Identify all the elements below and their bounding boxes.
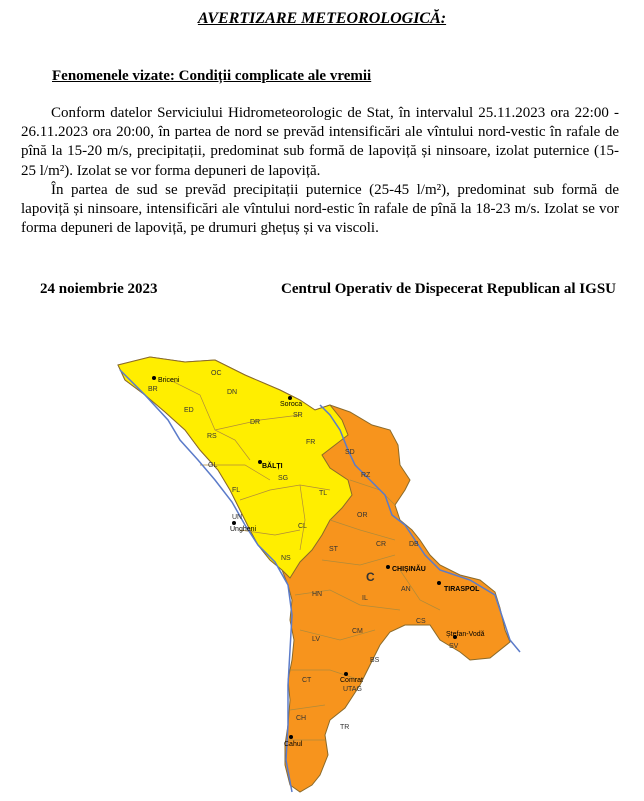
district-code: OR (357, 512, 368, 519)
district-code: C (366, 570, 375, 584)
district-code: IL (362, 595, 368, 602)
district-code: GL (208, 462, 218, 469)
district-code: TR (340, 724, 350, 731)
issuer-name: Centrul Operativ de Dispecerat Republican al IGSU (281, 281, 616, 297)
issue-date: 24 noiembrie 2023 (40, 281, 158, 297)
district-code: BS (370, 657, 380, 664)
district-code: LV (312, 636, 321, 643)
district-code: CM (352, 628, 363, 635)
district-code: RS (207, 433, 217, 440)
district-code: RZ (361, 472, 371, 479)
city-label: TIRASPOL (444, 586, 480, 593)
city-label: Cahul (284, 741, 303, 748)
district-code: DN (227, 389, 238, 396)
city-label: BĂLȚI (262, 463, 283, 470)
district-code: CT (302, 677, 312, 684)
city-label: Soroca (280, 401, 303, 408)
district-code: DB (409, 541, 419, 548)
district-code: SV (449, 643, 459, 650)
district-code: ST (329, 546, 338, 553)
district-code: BR (148, 386, 158, 393)
city-label: Briceni (158, 377, 180, 384)
district-code: FR (306, 439, 316, 446)
district-code: CR (376, 541, 387, 548)
page-title: AVERTIZARE METEOROLOGICĂ: (197, 10, 447, 27)
city-label: CHIȘINĂU (392, 566, 426, 573)
paragraph-south: În partea de sud se prevăd precipitații puternice (25-45 l/m²), predominat sub formă de lapoviță și ninsoare, intensificări ale vîntului nord-estic în rafale de pînă la 18-23 m/s. Izolat se vor forma depuneri de lapoviță, pe drumuri ghețuș și va viscoli. (21, 181, 619, 237)
district-code: ED (184, 407, 194, 414)
district-code: DR (250, 419, 261, 426)
district-code: FL (232, 487, 241, 494)
district-code: SD (345, 449, 355, 456)
district-code: HN (312, 591, 323, 598)
district-code: CL (298, 523, 307, 530)
district-code: CH (296, 715, 307, 722)
district-code: NS (281, 555, 291, 562)
city-label: Ungheni (230, 526, 257, 533)
moldova-warning-map (0, 340, 644, 801)
district-code: UTAG (343, 686, 362, 693)
district-code: TL (319, 490, 328, 497)
paragraph-north: Conform datelor Serviciului Hidrometeorologic de Stat, în intervalul 25.11.2023 ora 22:00 - 26.11.2023 ora 20:00, în partea de nord se prevăd intensificări ale vîntului nord-vestic în rafale de pînă la 15-20 m/s, precipitații, predominat sub formă de lapoviță și ninsoare, izolat puternice (15-25 l/m²). Izolat se vor forma depuneri de lapoviță. (21, 105, 619, 179)
district-code: OC (211, 370, 222, 377)
district-code: CS (416, 618, 426, 625)
phenomena-subtitle: Fenomenele vizate: Condiții complicate ale vremii (52, 68, 372, 84)
city-label: Ștefan-Vodă (446, 631, 485, 638)
district-code: UN (232, 514, 243, 521)
district-code: AN (401, 586, 411, 593)
warning-body (21, 104, 619, 238)
district-code: SG (278, 475, 289, 482)
city-label: Comrat (340, 677, 363, 684)
district-code: SR (293, 412, 303, 419)
